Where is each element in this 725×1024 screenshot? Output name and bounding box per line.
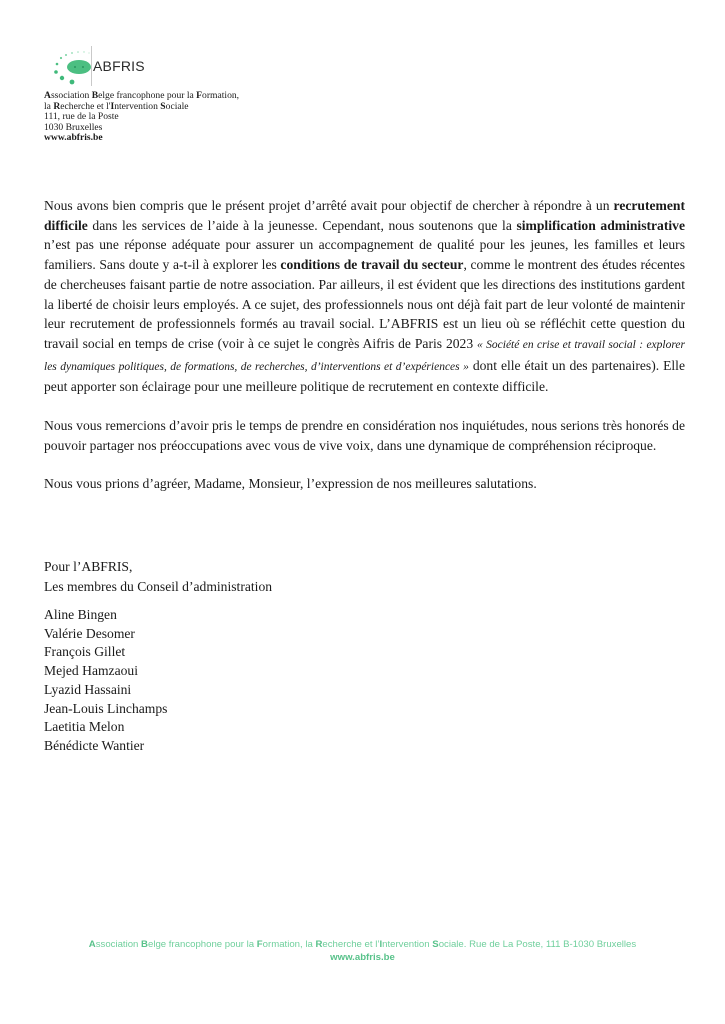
footer-website-link[interactable]: www.abfris.be [330, 952, 395, 963]
address-text: la [44, 100, 54, 112]
footer-initial: F [256, 939, 263, 950]
address-website-link[interactable]: www.abfris.be [44, 132, 103, 144]
footer-text: elge francophone pour la [147, 939, 257, 950]
logo-dots-icon [50, 44, 94, 88]
address-text: ntervention [114, 100, 161, 112]
footer-address [0, 938, 725, 951]
address-initial: F [196, 90, 203, 101]
member-name: François Gillet [44, 644, 126, 660]
footer-initial: B [141, 939, 148, 950]
member-name: Laetitia Melon [44, 719, 125, 735]
address-city: 1030 Bruxelles [44, 121, 103, 133]
member-name: Bénédicte Wantier [44, 737, 145, 753]
member-name: Aline Bingen [44, 607, 117, 622]
letter-body [44, 196, 685, 513]
footer-initial: S [432, 939, 439, 950]
signature-org: Pour l’ABFRIS, [44, 559, 133, 574]
address-text: ssociation [50, 90, 92, 101]
member-name: Lyazid Hassaini [44, 681, 132, 697]
address-text: ormation, [202, 90, 240, 101]
paragraph-text: dont elle était un des partenaires). Elle peut apporter son éclairage pour une meilleure politique de recrutement en contexte difficile. [44, 357, 685, 395]
logo-wordmark: ABFRIS [93, 58, 145, 74]
emphasis-recrutement-difficile: recrutement difficile [44, 198, 685, 233]
paragraph-text: , comme le montrent des études récentes de chercheuses faisant partie de notre association. Par ailleurs, il est évident que les directions des institutions gardent la liberté de choisir leurs employés. A ce sujet, des professionnels nous ont déjà fait part de leur volonté de maintenir leur recrutement de professionnels formés au travail social. L’ABFRIS est un lieu où se réfléchit cette question du travail social en temps de crise (voir à ce sujet le congrès Aifris de Paris 2023 [44, 257, 685, 351]
address-initial: I [110, 100, 115, 112]
signature-board: Les membres du Conseil d’administration [44, 578, 273, 594]
address-initial: B [91, 90, 99, 101]
paragraph-text: Nous avons bien compris que le présent projet d’arrêté avait pour objectif de chercher à répondre à un [44, 198, 614, 213]
abfris-logo [50, 44, 160, 88]
paragraph-recruitment [44, 196, 685, 397]
paragraph-salutation: Nous vous prions d’agréer, Madame, Monsieur, l’expression de nos meilleures salutations. [44, 476, 537, 492]
paragraph-text: n’est pas une réponse adéquate pour assurer un accompagnement de qualité pour les jeunes, les familles et leurs familiers. Sans doute y a-t-il à explorer les [44, 237, 685, 273]
member-name: Mejed Hamzaoui [44, 663, 138, 679]
logo-divider [91, 46, 92, 86]
address-initial: R [53, 100, 61, 112]
footer-initial: R [315, 939, 323, 950]
paragraph-thanks: Nous vous remercions d’avoir pris le temps de prendre en considération nos inquiétudes, nous serions très honorés de pouvoir partager nos préoccupations avec vous de vive voix, dans une dynamique de compréhension réciproque. [44, 418, 685, 453]
address-text: elge francophone pour la [98, 90, 197, 101]
address-text: ociale [165, 100, 189, 112]
address-initial: A [44, 90, 51, 101]
footer-text: ntervention [382, 939, 433, 950]
page-footer [0, 938, 725, 964]
address-text: echerche et l' [60, 100, 111, 112]
footer-text: ormation, la [262, 939, 316, 950]
address-street: 111, rue de la Poste [44, 111, 119, 123]
member-name: Jean-Louis Linchamps [44, 700, 168, 716]
congress-title-quote: « Société en crise et travail social : explorer les dynamiques politiques, de formations, de recherches, d’interventions et d’expériences » [44, 338, 685, 373]
footer-text: ociale. Rue de La Poste, 111 B-1030 Bruxelles [438, 939, 637, 950]
emphasis-simplification-administrative: simplification administrative [516, 217, 685, 233]
emphasis-conditions-travail: conditions de travail du secteur [280, 257, 464, 273]
paragraph-text: dans les services de l’aide à la jeunesse. Cependant, nous soutenons que la [87, 217, 517, 233]
member-name: Valérie Desomer [44, 625, 135, 641]
signature-block [44, 557, 272, 596]
letterhead-address [44, 91, 239, 144]
board-members-list [44, 606, 167, 756]
footer-text: ssociation [95, 939, 142, 950]
footer-initial: I [379, 939, 383, 950]
address-initial: S [160, 100, 166, 112]
footer-initial: A [88, 939, 96, 950]
footer-text: echerche et l’ [322, 939, 380, 950]
